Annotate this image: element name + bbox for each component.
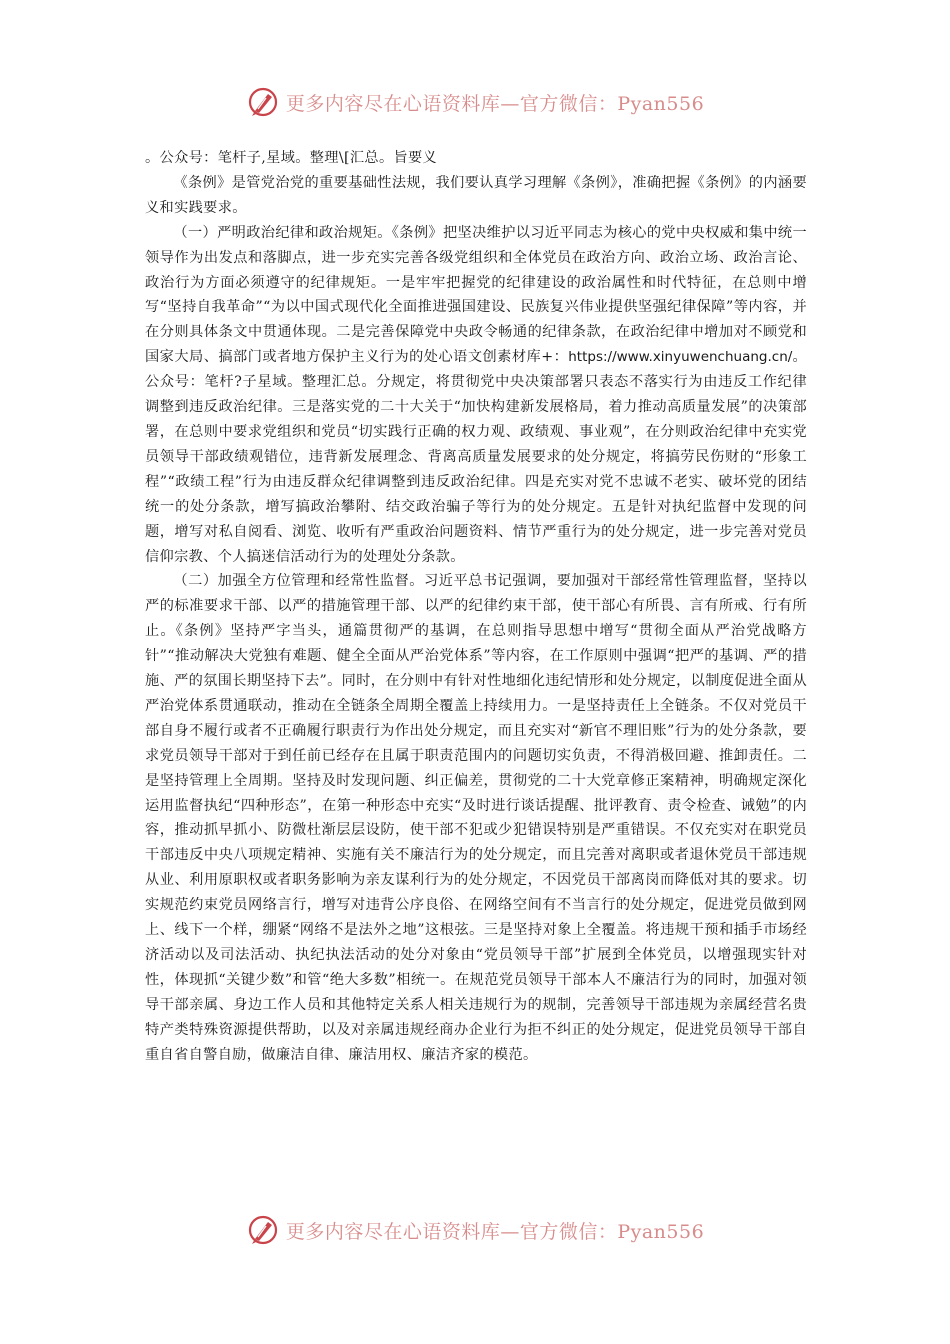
intro-line: 。公众号：笔杆子,星域。整理\[汇总。旨要义 bbox=[145, 150, 438, 166]
banner-content bbox=[246, 1213, 704, 1247]
header-banner bbox=[0, 80, 950, 124]
footer-banner bbox=[0, 1208, 950, 1252]
paragraph-2-text-a: （一）严明政治纪律和政治规矩。《条例》把坚决维护以习近平同志为核心的党中央权威和集中统一领导作为出发点和落脚点，进一步充实完善各级党组织和全体党员在政治方向、政治立场、政治言论、政治行为方面必须遵守的纪律规矩。一是牢牢把握党的纪律建设的政治属性和时代特征，在总则中增写“坚持自我革命”“为以中国式现代化全面推进强国建设、民族复兴伟业提供坚强纪律保障”等内容，并在分则具体条文中贯通体现。二是完善保障党中央政令畅通的纪律条款，在政治纪律中增加对不顾党和国家大局、搞部门或者地方保护主义行为的处心语文创素材库+： bbox=[145, 224, 807, 366]
paragraph-2 bbox=[145, 221, 807, 570]
source-url-link[interactable]: https://www.xinyuwenchuang.cn/ bbox=[568, 349, 793, 366]
paragraph-2-text-b: 。公众号：笔杆?子星域。整理汇总。分规定，将贯彻党中央决策部署只表态不落实行为由违反工作纪律调整到违反政治纪律。三是落实党的二十大关于“加快构建新发展格局，着力推动高质量发展”的决策部署，在总则中要求党组织和党员“切实践行正确的权力观、政绩观、事业观”，在分则政治纪律中充实党员领导干部政绩观错位，违背新发展理念、背离高质量发展要求的处分规定，将搞劳民伤财的“形象工程”“政绩工程”行为由违反群众纪律调整到违反政治纪律。四是充实对党不忠诚不老实、破坏党的团结统一的处分条款，增写搞政治攀附、结交政治骗子等行为的处分规定。五是针对执纪监督中发现的问题，增写对私自阅看、浏览、收听有严重政治问题资料、情节严重行为的处分规定，进一步完善对党员信仰宗教、个人搞迷信活动行为的处理处分条款。 bbox=[145, 349, 807, 565]
pen-nib-logo-icon bbox=[246, 1213, 280, 1247]
banner-text: 更多内容尽在心语资料库—官方微信：Pyan556 bbox=[285, 1220, 705, 1243]
paragraph-1: 《条例》是管党治党的重要基础性法规，我们要认真学习理解《条例》，准确把握《条例》的内涵要义和实践要求。 bbox=[145, 174, 807, 216]
paragraph-3: （二）加强全方位管理和经常性监督。习近平总书记强调，要加强对干部经常性管理监督，坚持以严的标准要求干部、以严的措施管理干部、以严的纪律约束干部，使干部心有所畏、言有所戒、行有所止。《条例》坚持严字当头，通篇贯彻严的基调，在总则指导思想中增写“贯彻全面从严治党战略方针”“推动解决大党独有难题、健全全面从严治党体系”等内容，在工作原则中强调“把严的基调、严的措施、严的氛围长期坚持下去”。同时，在分则中有针对性地细化违纪情形和处分规定，以制度促进全面从严治党体系贯通联动，推动在全链条全周期全覆盖上持续用力。一是坚持责任上全链条。不仅对党员干部自身不履行或者不正确履行职责行为作出处分规定，而且充实对“新官不理旧账”行为的处分条款，要求党员领导干部对于到任前已经存在且属于职责范围内的问题切实负责，不得消极回避、推卸责任。二是坚持管理上全周期。坚持及时发现问题、纠正偏差，贯彻党的二十大党章修正案精神，明确规定深化运用监督执纪“四种形态”，在第一种形态中充实“及时进行谈话提醒、批评教育、责令检查、诫勉”的内容，推动抓早抓小、防微杜渐层层设防，使干部不犯或少犯错误特别是严重错误。不仅充实对在职党员干部违反中央八项规定精神、实施有关不廉洁行为的处分规定，而且完善对离职或者退休党员干部违规从业、利用原职权或者职务影响为亲友谋利行为的处分规定，不因党员干部离岗而降低对其的要求。切实规范约束党员网络言行，增写对违背公序良俗、在网络空间有不当言行的处分规定，促进党员做到网上、线下一个样，绷紧“网络不是法外之地”这根弦。三是坚持对象上全覆盖。将违规干预和插手市场经济活动以及司法活动、执纪执法活动的处分对象由“党员领导干部”扩展到全体党员，以增强现实针对性，体现抓“关键少数”和管“绝大多数”相统一。在规范党员领导干部本人不廉洁行为的同时，加强对领导干部亲属、身边工作人员和其他特定关系人相关违规行为的规制，完善领导干部违规为亲属经营名贵特产类特殊资源提供帮助，以及对亲属违规经商办企业行为拒不纠正的处分规定，促进党员领导干部自重自省自警自励，做廉洁自律、廉洁用权、廉洁齐家的模范。 bbox=[145, 573, 807, 1063]
banner-text: 更多内容尽在心语资料库—官方微信：Pyan556 bbox=[285, 92, 705, 115]
pen-nib-logo-icon bbox=[246, 85, 280, 119]
banner-content bbox=[246, 85, 704, 119]
document-body bbox=[145, 146, 807, 1068]
